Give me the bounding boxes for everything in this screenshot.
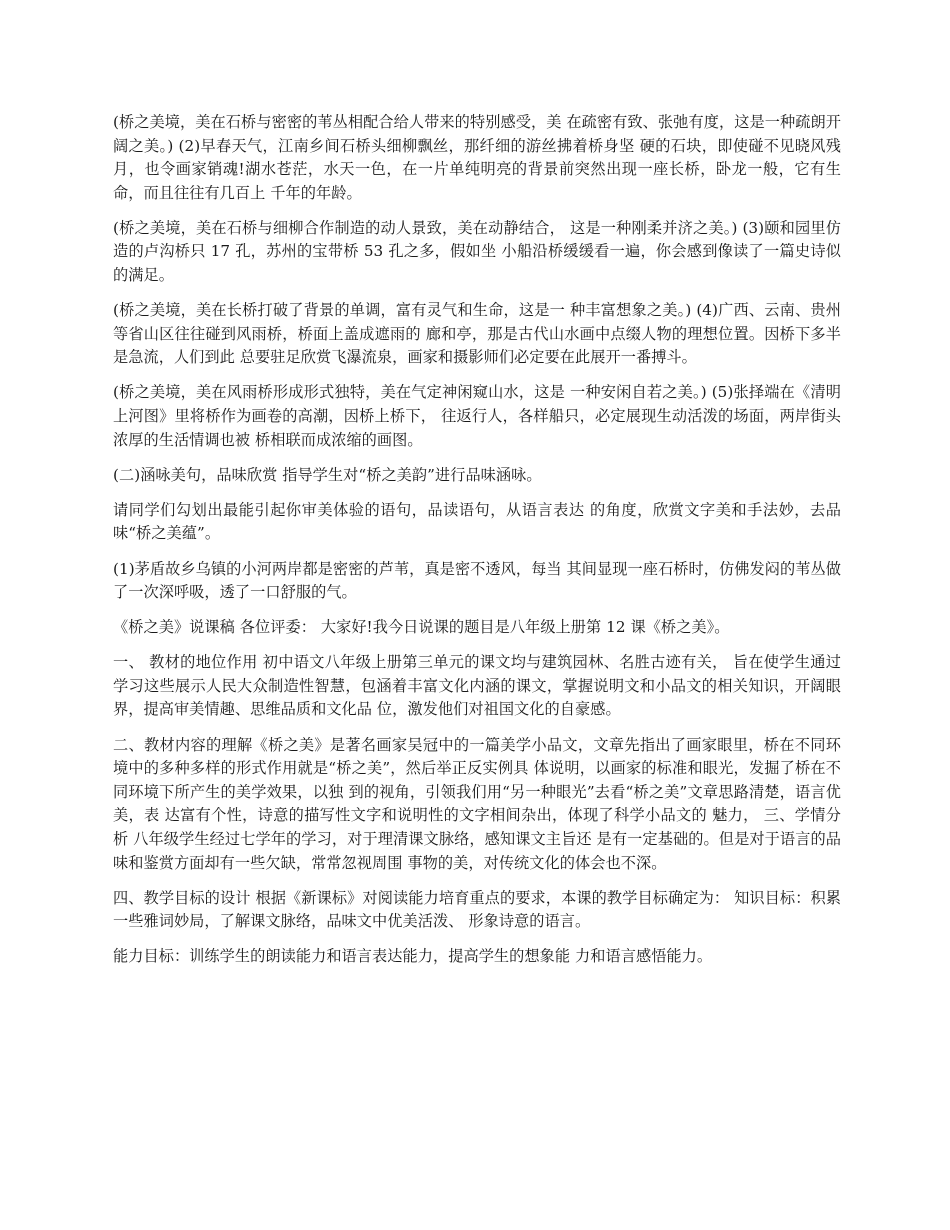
paragraph-2: (桥之美境，美在石桥与细柳合作制造的动人景致，美在动静结合， 这是一种刚柔并济之美。) (3)颐和园里仿造的卢沟桥只 17 孔，苏州的宝带桥 53 孔之多，假如坐 小船沿桥缓缓看一遍，你会感到像读了一篇史诗似的满足。 xyxy=(113,218,841,285)
paragraph-8: 《桥之美》说课稿 各位评委： 大家好!我今日说课的题目是八年级上册第 12 课《桥之美》。 xyxy=(113,618,730,637)
paragraph-7: (1)茅盾故乡乌镇的小河两岸都是密密的芦苇，真是密不透风，每当 其间显现一座石桥时，仿佛发闷的苇丛做了一次深呼吸，透了一口舒服的气。 xyxy=(113,559,841,602)
paragraph-4: (桥之美境，美在风雨桥形成形式独特，美在气定神闲窥山水，这是 一种安闲自若之美。) (5)张择端在《清明上河图》里将桥作为画卷的高潮，因桥上桥下， 往返行人，各样船只，必定展现生动活泼的场面，两岸街头浓厚的生活情调也被 桥相联而成浓缩的画图。 xyxy=(113,383,841,449)
paragraph-5: (二)涵咏美句，品味欣赏 指导学生对“桥之美韵”进行品味涵咏。 xyxy=(113,465,542,484)
document-body xyxy=(113,111,841,980)
paragraph-12: 能力目标：训练学生的朗读能力和语言表达能力，提高学生的想象能 力和语言感悟能力。 xyxy=(113,947,713,966)
paragraph-1: (桥之美境，美在石桥与密密的苇丛相配合给人带来的特别感受，美 在疏密有致、张弛有度，这是一种疏朗开阔之美。) (2)早春天气，江南乡间石桥头细柳飘丝，那纤细的游丝拂着桥身坚 硬的石块，即使碰不见晓风残月，也令画家销魂!湖水苍茫，水天一色，在一片单纯明亮的背景前突然出现一座长桥，卧龙一般，它有生命，而且往往有几百上 千年的年龄。 xyxy=(113,113,841,202)
paragraph-6: 请同学们勾划出最能引起你审美体验的语句，品读语句，从语言表达 的角度，欣赏文字美和手法妙，去品味“桥之美蕴”。 xyxy=(113,500,841,543)
paragraph-10: 二、教材内容的理解《桥之美》是著名画家吴冠中的一篇美学小品文，文章先指出了画家眼里，桥在不同环境中的多种多样的形式作用就是“桥之美”，然后举正反实例具 体说明，以画家的标准和眼光，发掘了桥在不同环境下所产生的美学效果，以独 到的视角，引领我们用“另一种眼光”去看“桥之美”文章思路清楚，语言优美，表 达富有个性，诗意的描写性文字和说明性的文字相间杂出，体现了科学小品文的 魅力， 三、学情分析 八年级学生经过七学年的学习，对于理清课文脉络，感知课文主旨还 是有一定基础的。但是对于语言的品味和鉴赏方面却有一些欠缺，常常忽视周围 事物的美，对传统文化的体会也不深。 xyxy=(113,735,841,872)
paragraph-3: (桥之美境，美在长桥打破了背景的单调，富有灵气和生命，这是一 种丰富想象之美。) (4)广西、云南、贵州等省山区往往碰到风雨桥，桥面上盖成遮雨的 廊和亭，那是古代山水画中点缀人物的理想位置。因桥下多半是急流，人们到此 总要驻足欣赏飞瀑流泉，画家和摄影师们必定要在此展开一番搏斗。 xyxy=(113,301,841,367)
paragraph-9: 一、 教材的地位作用 初中语文八年级上册第三单元的课文均与建筑园林、名胜古迹有关， 旨在使学生通过学习这些展示人民大众制造性智慧，包涵着丰富文化内涵的课文，掌握说明文和小品文的相关知识，开阔眼界，提高审美情趣、思维品质和文化品 位，激发他们对祖国文化的自豪感。 xyxy=(113,653,841,719)
paragraph-11: 四、教学目标的设计 根据《新课标》对阅读能力培育重点的要求，本课的教学目标确定为： 知识目标：积累一些雅词妙局，了解课文脉络，品味文中优美活泼、 形象诗意的语言。 xyxy=(113,888,841,931)
